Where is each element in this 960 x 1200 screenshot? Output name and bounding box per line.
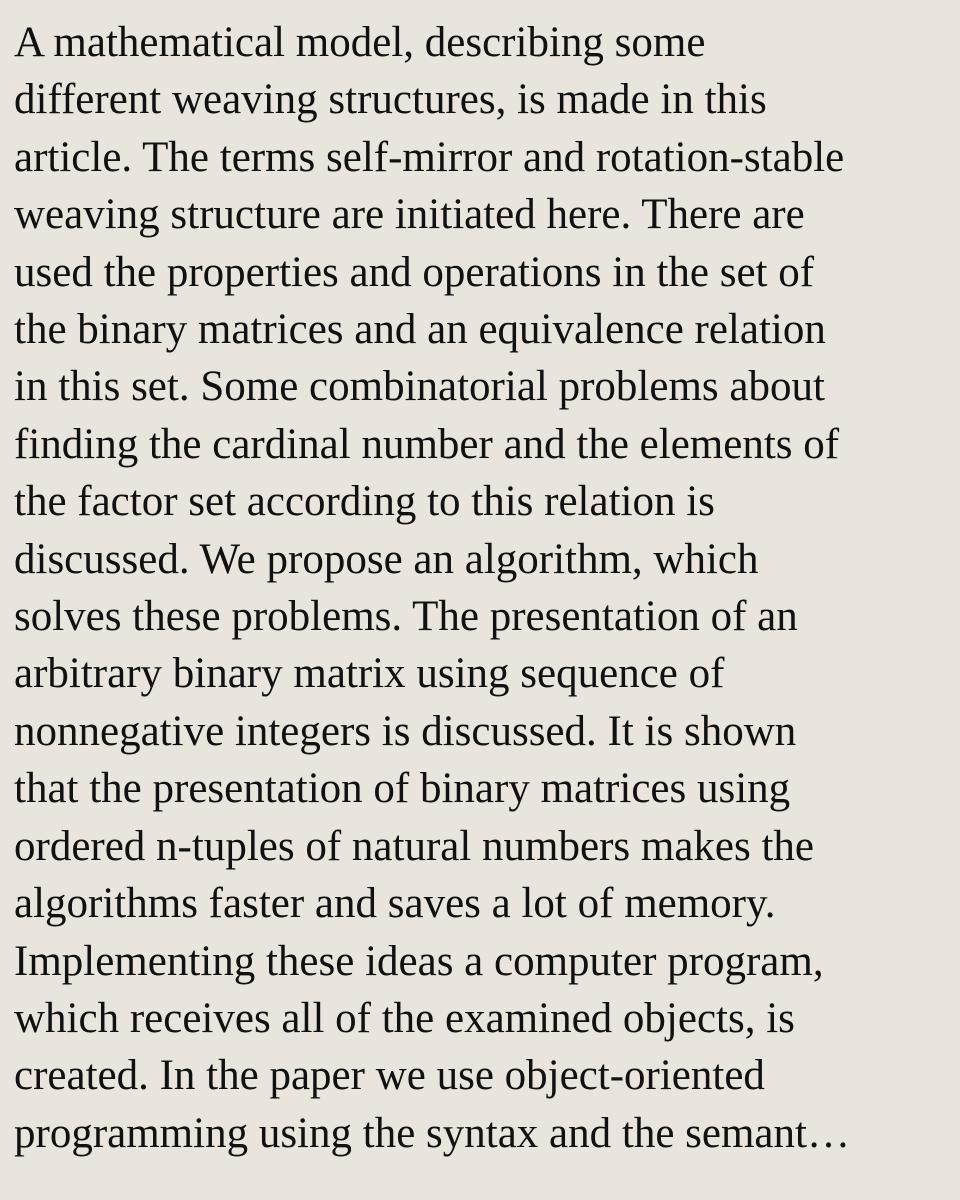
abstract-line: different weaving structures, is made in this [14,76,767,124]
abstract-line: which receives all of the examined objects, is [14,994,795,1042]
abstract-line: that the presentation of binary matrices using [14,765,791,813]
abstract-line: the factor set according to this relation is [14,478,715,526]
abstract-line: weaving structure are initiated here. There are [14,191,805,239]
abstract-line: created. In the paper we use object-oriented [14,1052,765,1100]
abstract-line: ordered n-tuples of natural numbers makes the [14,822,815,870]
abstract-line: solves these problems. The presentation of an [14,593,798,641]
abstract-line: article. The terms self-mirror and rotation-stable [14,133,845,181]
abstract-line: nonnegative integers is discussed. It is shown [14,707,797,755]
abstract-text [14,14,954,1162]
abstract-line: discussed. We propose an algorithm, which [14,535,759,583]
abstract-line: Implementing these ideas a computer program, [14,937,824,985]
abstract-line: programming using the syntax and the semant… [14,1109,850,1157]
abstract-line: algorithms faster and saves a lot of memory. [14,880,776,928]
abstract-line: the binary matrices and an equivalence relation [14,306,826,354]
abstract-line: used the properties and operations in the set of [14,248,815,296]
abstract-line: in this set. Some combinatorial problems about [14,363,825,411]
abstract-line: arbitrary binary matrix using sequence of [14,650,725,698]
abstract-line: A mathematical model, describing some [14,19,706,66]
abstract-line: finding the cardinal number and the elements of [14,420,840,468]
